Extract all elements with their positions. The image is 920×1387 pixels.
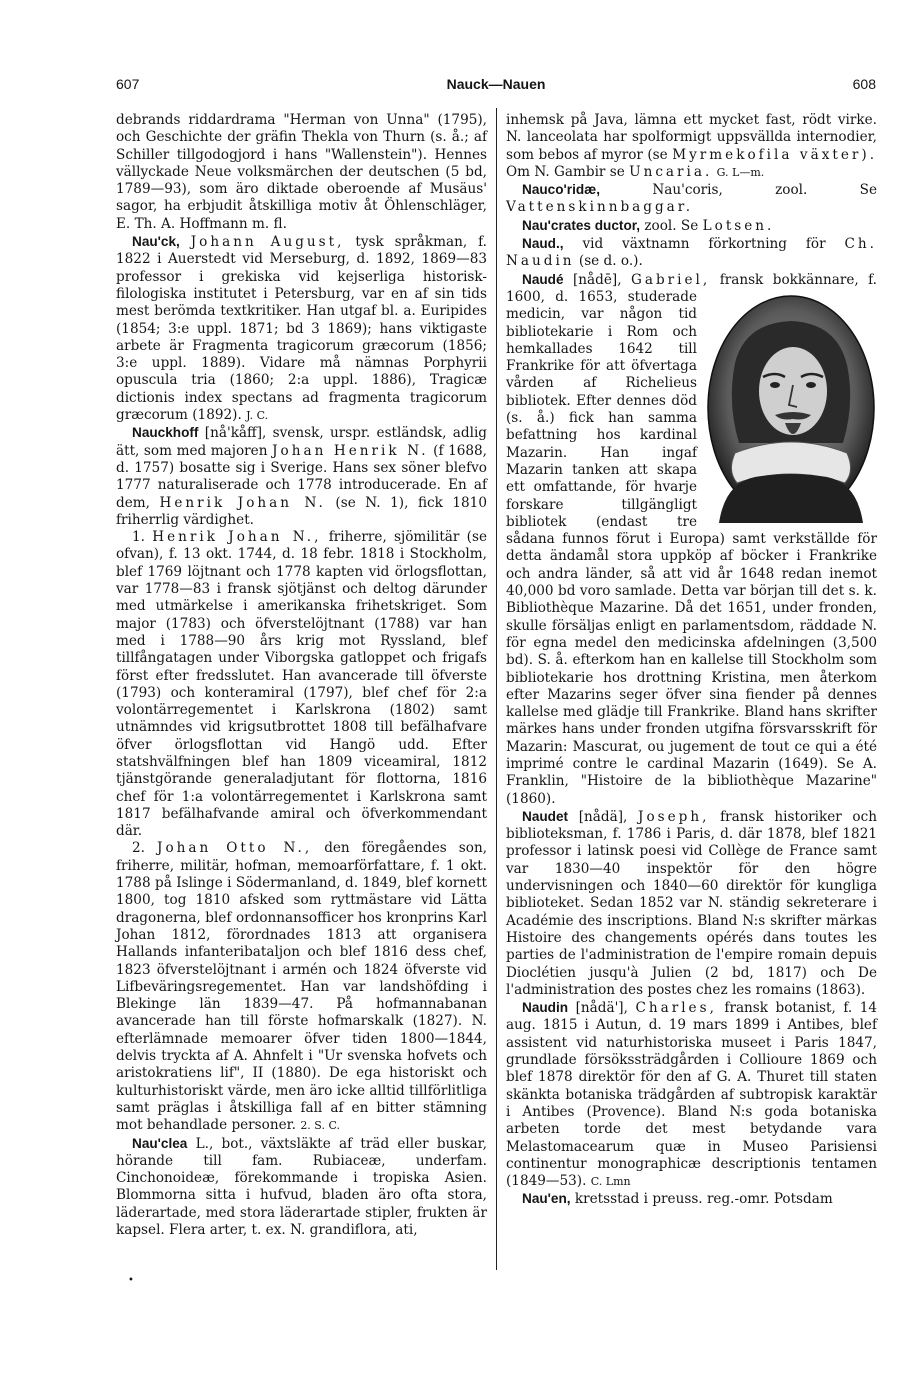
stray-mark: •: [128, 1275, 134, 1286]
right-column: [506, 112, 877, 1209]
portrait-illustration: [705, 293, 877, 523]
entry-naudin: Naudin [nådä'], Charles, fransk botanist, f. 14 aug. 1815 i Autun, d. 19 mars 1899 i Antibes, blef assistent vid naturhistoriska museet i Paris 1847, grundlade försökssträdgården i Collioure 1869 och blef 1878 direktör för den af G. A. Thuret till staten skänkta botaniska trädgården af subtropisk karaktär i Antibes (Provence). Bland N:s goda botaniska arbeten torde det mest betydande vara Melastomacearum quæ in Museo Parisiensi continentur monographicæ descriptionis tentamen (1849—53). C. Lmn: [506, 1000, 878, 1190]
author-signature: C. Lmn: [590, 1175, 631, 1189]
entry-nauckhoff-1: 1. Henrik Johan N., friherre, sjömilitär (se ofvan), f. 13 okt. 1744, d. 18 febr. 1818 i Stockholm, blef 1769 löjtnant och 1778 kapten vid örlogsflottan, var 1778—83 i fransk sjötjänst och deltog därunder med utmärkelse i amerikanska frihetskriget. Som major (1783) och öfverstelöjtnant (1788) var han med i 1788—90 års krig mot Ryssland, blef tillfångatagen under Viborgska gatloppet och frigafs först efter fredsslutet. Han avancerade till öfverste (1793) och konteramiral (1797), blef chef för 2:a volontärregementet i Karlskrona (1802) samt utnämndes vid krigsutbrottet 1808 till befälhafvare öfver örlogsflottan vid Hangö udd. Efter statshvälfningen blef han 1809 viceamiral, 1812 tjänstgörande generaladjutant för flottorna, 1816 chef för 1:a volontärregementet i Karlskrona samt 1817 befälhafvande amiral och öfverkommendant där.: [116, 529, 488, 840]
headword-naud: Naud.,: [522, 236, 564, 252]
entry-naud: Naud., vid växtnamn förkortning för Ch. Naudin (se d. o.).: [506, 236, 877, 270]
headword-nauclea: Nau'clea: [132, 1135, 188, 1151]
entry-nauclea: Nau'clea L., bot., växtsläkte af träd eller buskar, hörande till fam. Rubiaceæ, underfam. Cinchonoideæ, förekommande i tropiska Asien. Blommorna sitta i hufvud, bladen äro ofta stora, läderartade, med stora läderartade stipler, frukten är kapsel. Flera arter, t. ex. N. grandiflora, ati,: [116, 1135, 487, 1238]
headword-naude: Naudé: [522, 271, 564, 287]
author-signature: 2. S. C.: [300, 1119, 340, 1133]
headword-nauckhoff: Nauckhoff: [132, 425, 199, 441]
entry-continuation: inhemsk på Java, lämna ett mycket fast, rödt virke. N. lanceolata har spolformigt uppsvällda internodier, som bebos af myror (se Myrmekofila växter). Om N. Gambir se Uncaria. G. L—m.: [506, 112, 878, 180]
column-divider: [496, 108, 497, 1270]
entry-naucoridae: Nauco'ridæ, Nau'coris, zool. Se Vattenskinnbaggar.: [506, 182, 877, 216]
left-column: [116, 112, 487, 1239]
page-number-right: 608: [852, 76, 876, 92]
headword-nauen: Nau'en,: [522, 1191, 571, 1207]
entry-nauckhoff-2: 2. Johan Otto N., den föregåendes son, friherre, militär, hofman, memoarförfattare, f. 1 okt. 1788 på Islinge i Södermanland, d. 1849, blef kornett 1800, tog 1810 afsked som ryttmästare vid Lätta dragonerna, blef ordonnansofficer hos kronprins Karl Johan 1812, förordnades 1813 att organisera Hallands infanteribataljon och blef 1816 dess chef, 1823 öfverstelöjtnant i armén och 1824 öfverste vid Lifbeväringsregementet. Han var landshöfding i Blekinge län 1839—47. På hofmannabanan avancerade han till förste hofmarskalk (1827). N. efterlämnade memoarer öfver tiden 1800—1844, delvis tryckta af A. Ahnfelt i "Ur svenska hofvets och aristokratiens lif", II (1880). De ega historiskt och kulturhistoriskt värde, men äro icke alltid tillförlitliga samt präglas i åtskilliga fall af en bitter stämning mot behandlade personer. 2. S. C.: [116, 840, 488, 1134]
headword-nauck: Nau'ck,: [132, 234, 180, 250]
entry-continuation: debrands riddardrama "Herman von Unna" (1795), och Geschichte der gräfin Thekla von Thurn (s. å.; af Schiller tillgodogjord i hans "Wallenstein"). Hennes vällyckade Neue volksmärchen der deutschen (5 bd, 1789—93), som äro diktade oberoende af Musäus' sagor, ha erbjudit åtskilliga motiv åt Öhlenschläger, E. Th. A. Hoffmann m. fl.: [116, 112, 487, 232]
headword-naucrates: Nau'crates ductor,: [522, 217, 641, 233]
entry-nauckhoff: Nauckhoff [nå'kåff], svensk, urspr. estländsk, adlig ätt, som med majoren Johan Henrik N. (f 1688, d. 1757) bosatte sig i Sverige. Hans sex söner blefvo 1777 naturaliserade och 1778 introducerade. En af dem, Henrik Johan N. (se N. 1), fick 1810 friherrlig värdighet.: [116, 425, 488, 528]
person-name: Johann August,: [190, 234, 345, 251]
entry-naudet: Naudet [nådä], Joseph, fransk historiker och biblioteksman, f. 1786 i Paris, d. där 1878, blef 1821 professor i latinsk poesi vid Collège de France samt var 1830—40 inspektör för den högre undervisningen och 1840—60 direktör för kungliga biblioteket. Sedan 1852 var N. ständig sekreterare i Académie des inscriptions. Bland N:s skrifter märkas Histoire des changements opérés dans toutes les parties de l'administration de l'empire romain depuis Dioclétien jusqu'à Julien (2 bd, 1817) och De l'administration des postes chez les romains (1863).: [506, 808, 877, 998]
running-title: Nauck—Nauen: [446, 76, 546, 92]
page-number-left: 607: [116, 76, 140, 92]
headword-naucoridae: Nauco'ridæ,: [522, 182, 601, 198]
headword-naudin: Naudin: [522, 1000, 569, 1016]
entry-naucrates: Nau'crates ductor, zool. Se Lotsen.: [522, 217, 775, 234]
author-signature: G. L—m.: [716, 165, 765, 179]
page-header: [116, 76, 876, 96]
entry-nauck: Nau'ck, Johann August, tysk språkman, f. 1822 i Auerstedt vid Merseburg, d. 1892, 1869—83 professor i grekiska vid kejserliga historisk-filologiska institutet i Petersburg, var en af sin tids mest berömda textkritiker. Han utgaf bl. a. Euripides (1854; 3:e uppl. 1871; bd 3 1869); hans viktigaste arbete är Fragmenta tragicorum græcorum (1856; 3:e uppl. 1889). Vidare må nämnas Porphyrii opuscula tria (1860; 2:a uppl. 1886), Tragicæ dictionis index spectans ad fragmenta tragicorum græcorum (1892). J. C.: [116, 234, 487, 424]
headword-naudet: Naudet: [522, 808, 569, 824]
entry-nauen: Nau'en, kretsstad i preuss. reg.-omr. Potsdam: [522, 1191, 833, 1208]
entry-naude: Naudé [nådē], Gabriel, fransk bokkännare, f. 1600, d. 1653, studerade medicin, var någon tid bibliotekarie i Rom och hemkallades 1642 till Frankrike för att öfvertaga vården af Richelieus bibliotek. Efter dennes död (s. å.) fick han samma befattning hos kardinal Mazarin. Han ingaf Mazarin tanken att skapa ett omfattande, för hvarje forskare tillgängligt bibliotek (endast tre sådana funnos förut i Europa) samt verkställde för detta ändamål stora uppköp af böcker i Frankrike och andra länder, så att vid år 1648 redan inemot 40,000 bd voro samlade. Detta var början till det s. k. Bibliothèque Mazarine. Då det 1651, under fronden, skulle försäljas enligt en parlamentsdom, räddade N. för egna medel den medicinska afdelningen (3,500 bd). S. å. efterkom han en kallelse till Stockholm som bibliotekarie hos drottning Kristina, men återkom efter Mazarins seger öfver sina fiender på dennes kallelse med glädje till Frankrike. Bland hans skrifter märkes hans under fronden utgifna försvarsskrift för Mazarin: Mascurat, ou jugement de tout ce qui a été imprimé contre le cardinal Mazarin (1649). Se A. Franklin, "Histoire de la bibliothèque Mazarine" (1860).: [506, 271, 877, 807]
author-signature: J. C.: [246, 409, 269, 423]
